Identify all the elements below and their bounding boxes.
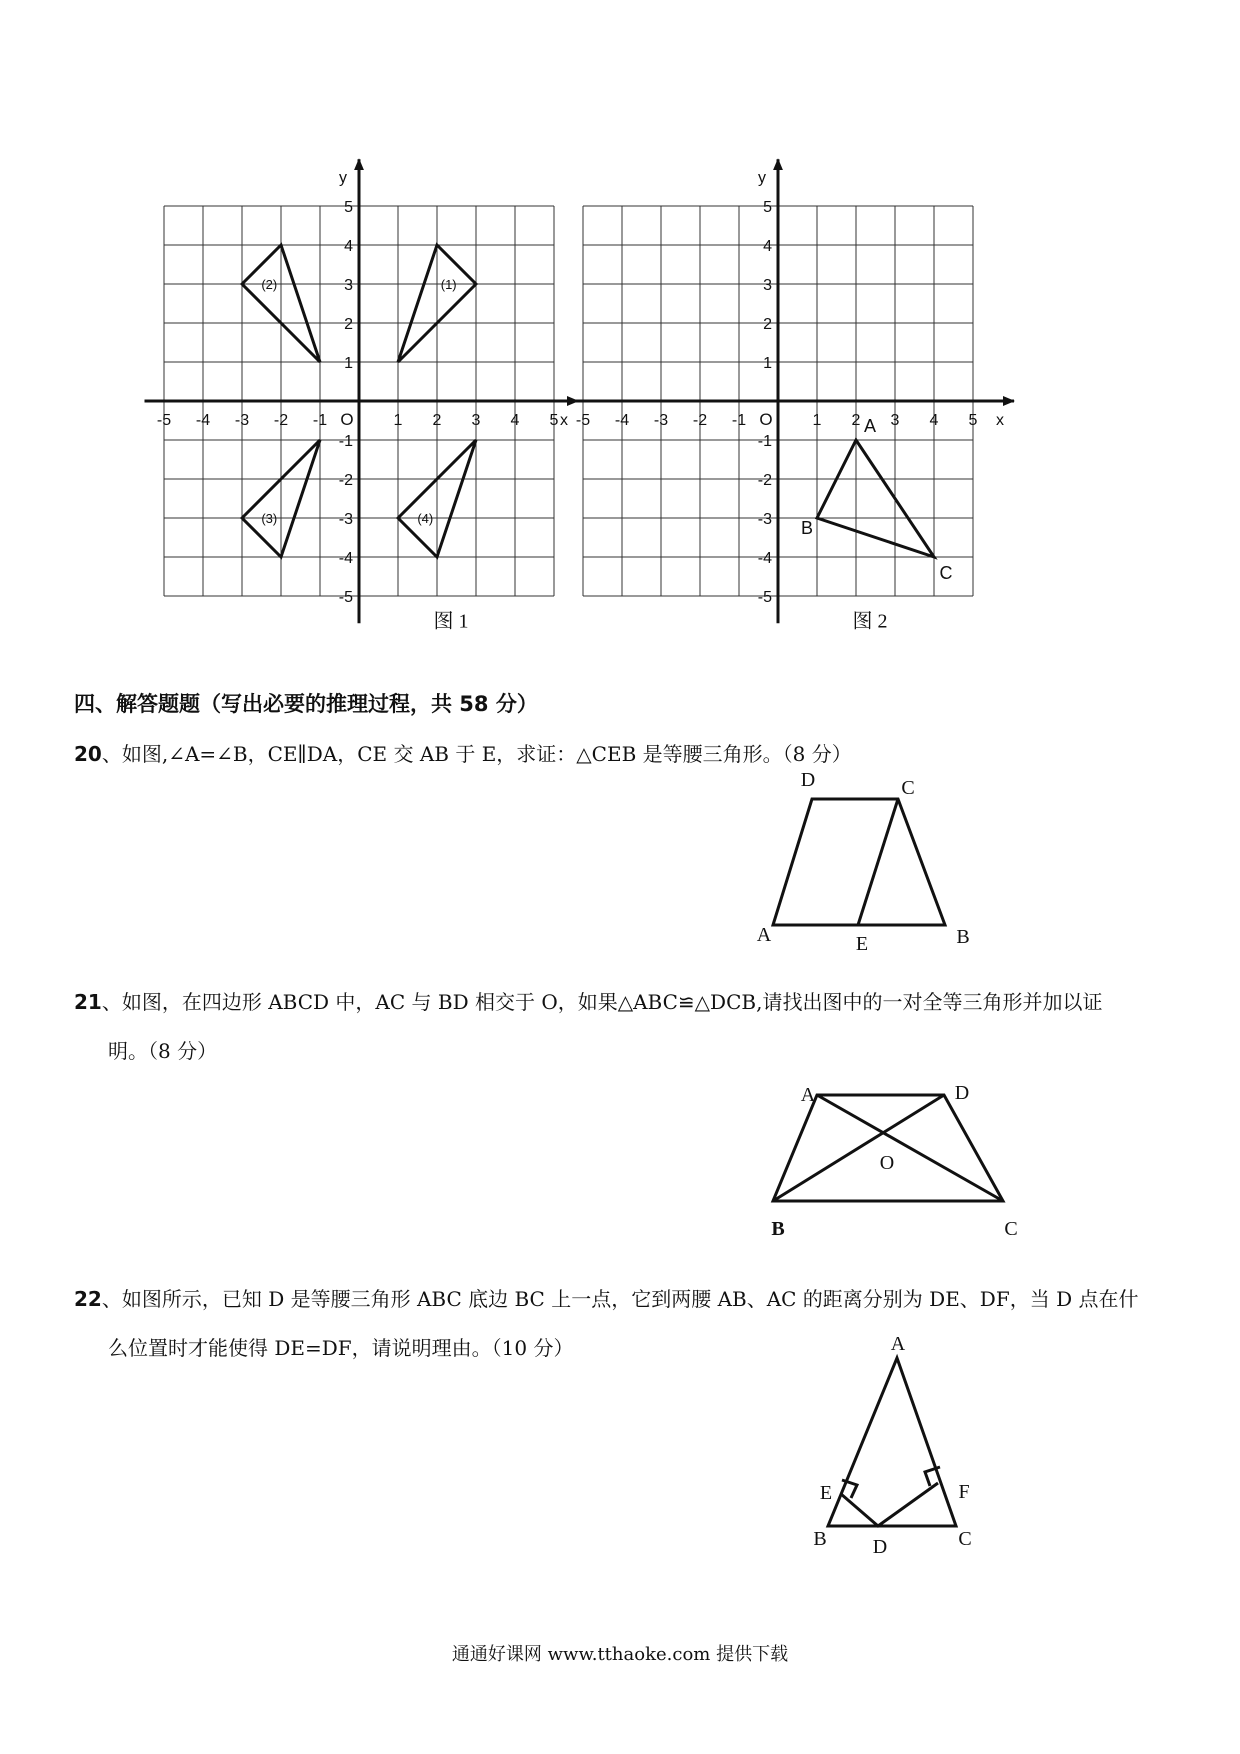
y-tick-label: 3 [763,277,772,294]
point-label-C: C [939,563,953,583]
y-tick-label: 5 [763,199,772,216]
y-tick-label: 2 [763,316,772,333]
question-text-line1: 、如图所示，已知 D 是等腰三角形 ABC 底边 BC 上一点，它到两腰 AB、AC 的距离分别为 DE、DF，当 D 点在什 [101,1287,1139,1311]
x-tick-label: 4 [929,412,939,429]
x-tick-label: -2 [273,412,289,429]
y-tick-label: -3 [757,511,772,528]
x-tick-label: -5 [575,412,591,429]
x-axis-label: x [560,412,568,429]
y-tick-label: 1 [763,355,772,372]
x-tick-label: -5 [156,412,172,429]
label-B: B [813,1528,827,1550]
y-tick-label: -1 [338,433,353,450]
y-tick-label: 1 [344,355,353,372]
figure-caption: 图 2 [852,610,888,633]
figure-q20-trapezoid [740,760,990,960]
y-tick-label: -2 [757,472,772,489]
figure-q22-isosceles-triangle [800,1330,1000,1560]
triangle-abc [817,440,934,557]
x-tick-label: 5 [549,412,559,429]
question-text: 、如图,∠A=∠B，CE∥DA，CE 交 AB 于 E，求证：△CEB 是等腰三角形。（8 分） [101,742,852,766]
x-tick-label: -1 [312,412,328,429]
x-tick-label: 5 [968,412,978,429]
y-tick-label: 2 [344,316,353,333]
question-22-line2: 么位置时才能使得 DE=DF，请说明理由。（10 分） [108,1336,574,1360]
x-tick-label: 3 [890,412,900,429]
label-E: E [819,1482,833,1504]
footer-source: 通通好课网 www.tthaoke.com 提供下载 [451,1644,789,1665]
y-tick-label: 4 [763,238,772,255]
label-E: E [855,933,869,955]
y-tick-label: -2 [338,472,353,489]
label-B: B [956,926,970,948]
question-number: 20 [74,742,102,766]
origin-label: O [340,410,354,429]
question-21-line2: 明。（8 分） [108,1039,218,1063]
x-tick-label: 4 [510,412,520,429]
label-F: F [958,1481,970,1503]
label-B: B [771,1218,785,1240]
label-A: A [756,924,772,946]
y-tick-label: -1 [757,433,772,450]
y-tick-label: -4 [338,550,353,567]
question-21 [74,986,1102,1015]
y-tick-label: -4 [757,550,772,567]
question-number: 22 [74,1287,102,1311]
question-text-line1: 、如图，在四边形 ABCD 中，AC 与 BD 相交于 O，如果△ABC≌△DCB,请找出图中的一对全等三角形并加以证 [101,990,1103,1014]
y-tick-label: -3 [338,511,353,528]
label-A: A [890,1333,906,1355]
point-label-B: B [800,518,814,538]
x-tick-label: 1 [812,412,822,429]
figure-1-grid [145,159,579,632]
label-A: A [800,1084,816,1106]
x-tick-label: 2 [432,412,442,429]
y-tick-label: -5 [757,589,772,606]
question-number: 21 [74,990,102,1014]
x-tick-label: -4 [195,412,211,429]
triangle-label: (2) [261,277,278,292]
y-tick-label: 3 [344,277,353,294]
label-C: C [901,777,915,799]
x-tick-label: -1 [731,412,747,429]
label-O: O [879,1152,895,1174]
figure-q21-quadrilateral [750,1070,1030,1245]
origin-label: O [759,410,773,429]
question-20 [74,738,852,767]
y-axis-label: y [758,169,766,187]
triangle-label: (1) [440,277,457,292]
y-tick-label: -5 [338,589,353,606]
x-tick-label: 1 [393,412,403,429]
x-axis-label: x [996,412,1004,429]
y-tick-label: 4 [344,238,353,255]
label-C: C [1004,1218,1018,1240]
x-tick-label: -4 [614,412,630,429]
label-D: D [954,1082,970,1104]
figure-caption: 图 1 [433,610,469,633]
question-22 [74,1283,1138,1312]
x-tick-label: 3 [471,412,481,429]
triangle-label: (4) [417,511,434,526]
x-tick-label: -3 [653,412,669,429]
label-D: D [800,769,816,791]
coordinate-figures [0,0,1240,660]
label-D: D [872,1536,888,1558]
point-label-A: A [863,416,877,436]
x-tick-label: -2 [692,412,708,429]
figure-2-grid [564,159,1015,632]
y-tick-label: 5 [344,199,353,216]
label-C: C [958,1528,972,1550]
section-heading: 四、解答题题（写出必要的推理过程，共 58 分） [74,692,538,716]
x-tick-label: 2 [851,412,861,429]
x-tick-label: -3 [234,412,250,429]
y-axis-label: y [339,169,347,187]
triangle-label: (3) [261,511,278,526]
